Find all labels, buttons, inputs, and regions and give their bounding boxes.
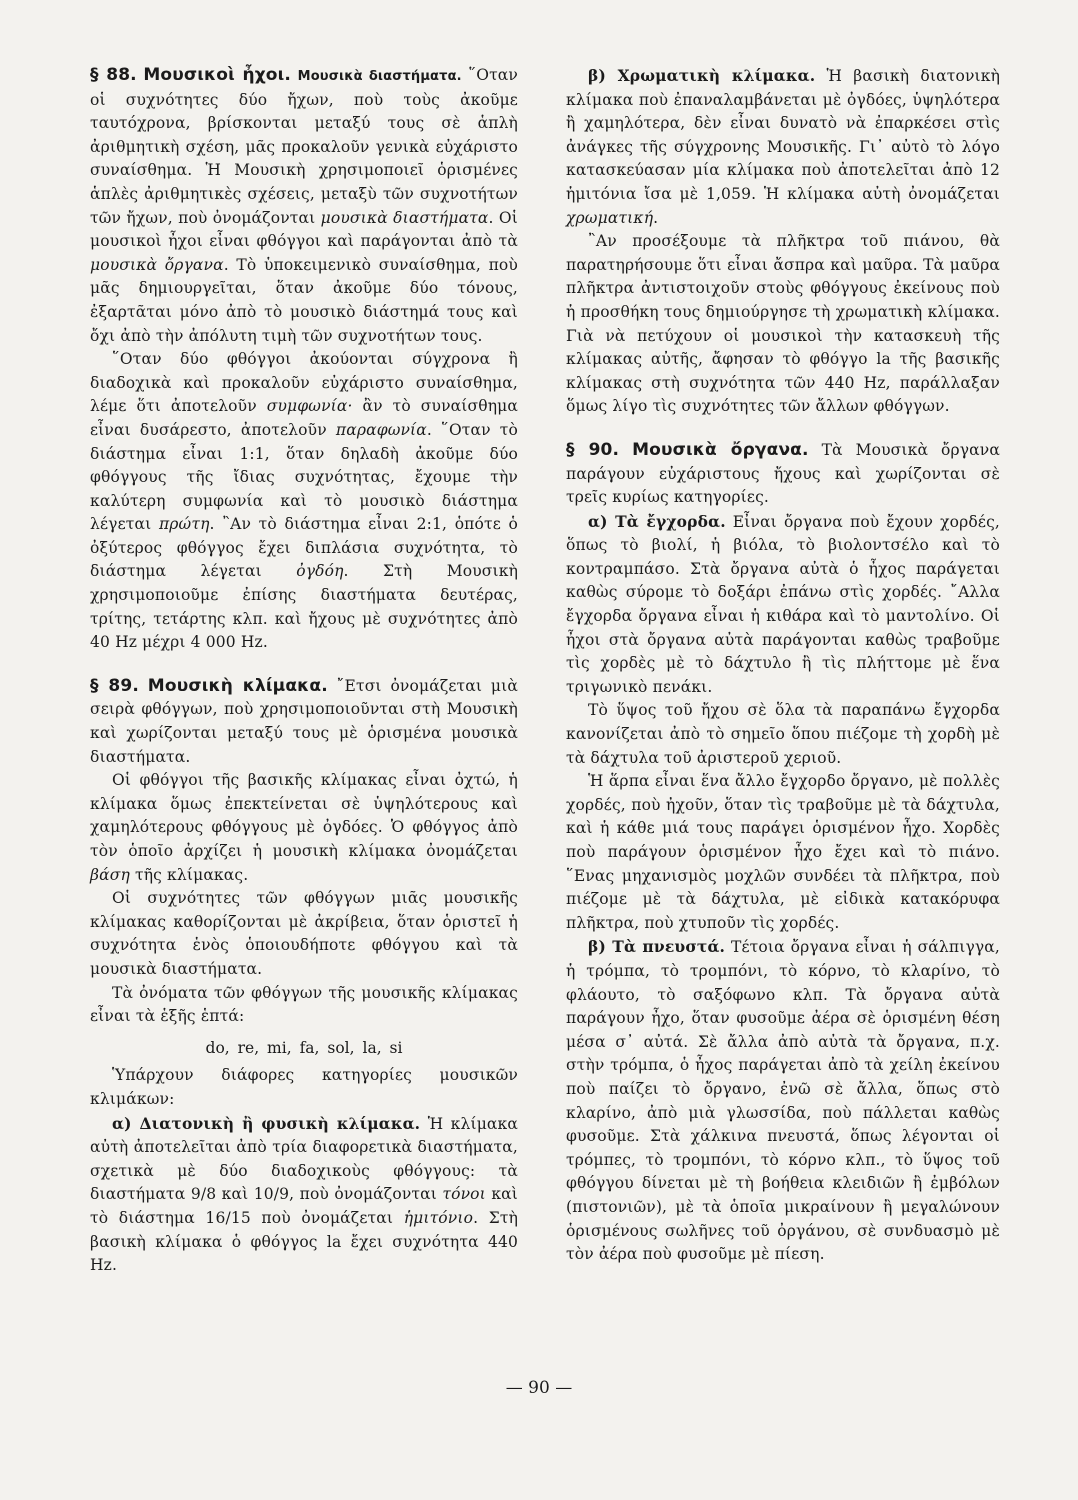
wind-instruments-text: Τέτοια ὄργανα εἶναι ἡ σάλπιγγα, ἡ τρόμπα, τὸ τρομπόνι, τὸ κόρνο, τὸ κλαρίνο, τὸ φλάουτο, τὸ σαξόφωνο κλπ. Τὰ ὄργανα αὐτὰ παράγουν ἦχο, ὅταν φυσοῦμε ἀέρα σὲ ὁρισμένη θέση μέσα σ᾽ αὐτά. Σὲ ἄλλα ἀπὸ αὐτὰ τὰ ὄργανα, π.χ. στὴν τρόμπα, ὁ ἦχος παράγεται ἀπὸ τὰ χείλη ἐκείνου ποὺ παίζει τὸ ὄργανο, ἐνῶ σὲ ἄλλα, ὅπως στὸ κλαρίνο, ἀπὸ μιὰ γλωσσίδα, ποὺ πάλλεται καθὼς φυσοῦμε. Στὰ χάλκινα πνευστά, ὅπως λέγονται οἱ τρόμπες, τὸ τρομπόνι, τὸ κόρνο κλπ., τὸ ὕψος τοῦ φθόγγου δίνεται μὲ τὴ βοήθεια κλειδιῶν ἢ ἐμβόλων (πιστονιῶν), μὲ τὰ ὁποῖα μικραίνουν ἢ μεγαλώνουν ὁρισμένους σωλῆνες τοῦ ὀργάνου, σὲ συνδυασμὸ μὲ τὸν ἀέρα ποὺ φυσοῦμε μὲ πίεση.	[566, 938, 1000, 1264]
section-88-text: ῞Οταν δύο φθόγγοι ἀκούονται σύγχρονα ἢ διαδοχικὰ καὶ προκαλοῦν εὐχάριστο συναίσθημα, λέμε ὅτι ἀποτελοῦν	[90, 350, 518, 416]
term-dissonance: παραφωνία	[335, 420, 427, 439]
section-88-text: ῞Οταν οἱ συχνότητες δύο ἤχων, ποὺ τοὺς ἀκοῦμε ταυτόχρονα, βρίσκονται μεταξύ τους σὲ ἁπλὴ ἀριθμητικὴ σχέση, μᾶς προκαλοῦν γενικὰ εὐχάριστο συναίσθημα. Ἡ Μουσικὴ χρησιμοποιεῖ ὁρισμένες ἁπλὲς ἀριθμητικὲς σχέσεις, μεταξὺ τῶν συχνοτήτων τῶν ἤχων, ποὺ ὀνομάζονται	[90, 66, 518, 227]
wind-instruments-paragraph	[566, 935, 1000, 1266]
section-89-title: Μουσικὴ κλίμακα.	[147, 675, 328, 696]
section-89-paragraph-2	[90, 769, 518, 887]
chromatic-scale-paragraph: β) Χρωματικὴ κλίμακα. Ἡ βασικὴ διατονικὴ κλίμακα ποὺ ἐπαναλαμβάνεται μὲ ὀγδόες, ὑψηλότερα ἢ χαμηλότερα, δὲν εἶναι δυνατὸ νὰ ἐπαρκέσει στὶς ἀνάγκες τῆς σύγχρονης Μουσικῆς. Γι᾽ αὐτὸ τὸ λόγο κατασκεύασαν μία κλίμακα ποὺ ἀποτελεῖται ἀπὸ 12 ἡμιτόνια ἴσα μὲ 1,059. Ἡ κλίμακα αὐτὴ ὀνομάζεται χρωματική.	[566, 66, 1001, 227]
section-88-text: ἂν τὸ συναίσθημα εἶναι δυσάρεστο, ἀποτελοῦν	[90, 397, 518, 439]
wind-instruments-label: β) Τὰ πνευστά.	[588, 937, 726, 957]
section-89	[90, 675, 518, 769]
chromatic-scale-text: Ἡ βασικὴ διατονικὴ κλίμακα ποὺ ἐπαναλαμβάνεται μὲ ὀγδόες, ὑψηλότερα ἢ χαμηλότερα, δὲν εἶναι δυνατὸ νὰ ἐπαρκέσει στὶς ἀνάγκες τῆς σύγχρονης Μουσικῆς. Γι᾽ αὐτὸ τὸ λόγο κατασκεύασαν μία κλίμακα ποὺ ἀποτελεῖται ἀπὸ 12 ἡμιτόνια ἴσα μὲ 1,059. Ἡ κλίμακα αὐτὴ ὀνομάζεται	[566, 67, 1001, 203]
string-instruments-paragraph	[566, 510, 1000, 700]
section-89-text: Οἱ φθόγγοι τῆς βασικῆς κλίμακας εἶναι ὀχτώ, ἡ κλίμακα ὅμως ἐπεκτείνεται σὲ ὑψηλότερους καὶ χαμηλότερους φθόγγους μὲ ὀγδόες. Ὁ φθόγγος ἀπὸ τὸν ὁποῖο ἀρχίζει ἡ μουσικὴ κλίμακα ὀνομάζεται	[90, 771, 518, 860]
section-90-text: Τὰ Μουσικὰ ὄργανα παράγουν εὐχάριστους ἤχους καὶ χωρίζονται σὲ τρεῖς κυρίως κατηγορίες.	[566, 440, 1000, 507]
diatonic-scale-text: . Στὴ βασικὴ κλίμακα ὁ φθόγγος la ἔχει συχνότητα 440 Hz.	[90, 1208, 519, 1275]
diatonic-scale-paragraph	[90, 1112, 518, 1278]
section-88-text: . Τὸ ὑποκειμενικὸ συναίσθημα, ποὺ μᾶς δημιουργεῖται, ὅταν ἀκοῦμε δύο τόνους, ἐξαρτᾶται μόνο ἀπὸ τὸ μουσικὸ διάστημά τους καὶ ὄχι ἀπὸ τὴν ἀπόλυτη τιμὴ τῶν συχνοτήτων τους.	[90, 255, 518, 345]
section-89-text: τῆς κλίμακας.	[134, 865, 249, 884]
section-88-number: § 88.	[90, 65, 137, 85]
section-88-text: . Οἱ μουσικοὶ ἦχοι εἶναι φθόγγοι καὶ παράγονται ἀπὸ τὰ	[90, 208, 518, 251]
section-88-title: Μουσικοὶ ἦχοι.	[143, 65, 292, 85]
page-number: — 90 —	[505, 1378, 573, 1398]
left-column	[90, 64, 518, 1278]
section-90	[566, 439, 1000, 510]
string-instruments-label: α) Τὰ ἔγχορδα.	[588, 511, 726, 531]
section-88-text: . Στὴ Μουσικὴ χρησιμοποιοῦμε ἐπίσης διαστήματα δευτέρας, τρίτης, τετάρτης κλπ. καὶ ἤχους μὲ συχνότητες ἀπὸ 40 Hz μέχρι 4 000 Hz.	[90, 562, 519, 652]
string-instruments-text: Εἶναι ὄργανα ποὺ ἔχουν χορδές, ὅπως τὸ βιολί, ἡ βιόλα, τὸ βιολοντσέλο καὶ τὸ κοντραμπάσο. Στὰ ὄργανα αὐτὰ ὁ ἦχος παράγεται καθὼς σύρομε τὸ δοξάρι ἐπάνω στὶς χορδές. ῎Αλλα ἔγχορδα ὄργανα εἶναι ἡ κιθάρα καὶ τὸ μαντολίνο. Οἱ ἦχοι στὰ ὄργανα αὐτὰ παράγονται καθὼς τραβοῦμε τὶς χορδὲς μὲ τὸ δάχτυλο ἢ τὶς πλήττομε μὲ ἕνα τριγωνικὸ πενάκι.	[566, 512, 1000, 696]
diatonic-scale-text: Ἡ κλίμακα αὐτὴ ἀποτελεῖται ἀπὸ τρία διαφορετικὰ διαστήματα, σχετικὰ μὲ δύο διαδοχικοὺς φθόγγους: τὰ διαστήματα 9/8 καὶ 10/9, ποὺ ὀνομάζονται	[90, 1114, 518, 1204]
piano-keys-paragraph: ῍Αν προσέξουμε τὰ πλῆκτρα τοῦ πιάνου, θὰ παρατηρήσουμε ὅτι εἶναι ἄσπρα καὶ μαῦρα. Τὰ μαῦρα πλῆκτρα ἀντιστοιχοῦν στοὺς φθόγγους ἐκείνους ποὺ ἡ προσθήκη τους δημιούργησε τὴ χρωματικὴ κλίμακα. Γιὰ νὰ πετύχουν οἱ μουσικοὶ τὴν κατασκευὴ τῆς κλίμακας αὐτῆς, ἄφησαν τὸ φθόγγο la τῆς βασικῆς κλίμακας στὴ συχνότητα τῶν 440 Hz, παράλλαξαν ὅμως λίγο τὶς συχνότητες τῶν ἄλλων φθόγγων.	[566, 232, 1000, 416]
chromatic-scale-label: β) Χρωματικὴ κλίμακα.	[588, 66, 816, 85]
section-89-paragraph-5: Ὑπάρχουν διάφορες κατηγορίες μουσικῶν κλιμάκων:	[90, 1066, 518, 1108]
term-octave: ὀγδόη	[296, 562, 344, 581]
section-90-title: Μουσικὰ ὄργανα.	[632, 439, 809, 460]
term-chromatic: χρωματική	[566, 208, 654, 227]
diatonic-scale-text: καὶ τὸ διάστημα 16/15 ποὺ ὀνομάζεται	[90, 1185, 519, 1227]
term-consonance: συμφωνία·	[266, 397, 353, 416]
section-88-text: . ῍Αν τὸ διάστημα εἶναι 2:1, ὁπότε ὁ ὀξύτερος φθόγγος ἔχει διπλάσια συχνότητα, τὸ διάστημα λέγεται	[90, 515, 518, 581]
harp-piano-paragraph: Ἡ ἅρπα εἶναι ἕνα ἄλλο ἔγχορδο ὄργανο, μὲ πολλὲς χορδές, ποὺ ἠχοῦν, ὅταν τὶς τραβοῦμε μὲ τὰ δάχτυλα, καὶ ἡ κάθε μιά τους παράγει ὁρισμένον ἦχο. Χορδὲς ποὺ παράγουν ὁρισμένον ἦχο ἔχει καὶ τὸ πιάνο. ῞Ενας μηχανισμὸς μοχλῶν συνδέει τὰ πλῆκτρα, ποὺ πιέζομε μὲ τὰ δάχτυλα, μὲ εἰδικὰ κατακόρυφα πλῆκτρα, ποὺ χτυποῦν τὶς χορδές.	[566, 772, 1000, 932]
section-89-paragraph-4: Τὰ ὀνόματα τῶν φθόγγων τῆς μουσικῆς κλίμακας εἶναι τὰ ἑξῆς ἑπτά:	[90, 983, 518, 1026]
section-88	[90, 64, 518, 348]
pitch-paragraph: Τὸ ὕψος τοῦ ἤχου σὲ ὅλα τὰ παραπάνω ἔγχορδα κανονίζεται ἀπὸ τὸ σημεῖο ὅπου πιέζομε τὴ χορδὴ μὲ τὰ δάχτυλα τοῦ ἀριστεροῦ χεριοῦ.	[566, 701, 1000, 767]
term-semitone: ἡμιτόνιο	[403, 1208, 474, 1227]
section-89-text: ῎Ετσι ὀνομάζεται μιὰ σειρὰ φθόγγων, ποὺ χρησιμοποιοῦνται στὴ Μουσικὴ καὶ χωρίζονται μεταξύ τους μὲ ὁρισμένα μουσικὰ διαστήματα.	[90, 676, 518, 766]
term-musical-instruments: μουσικὰ ὄργανα	[90, 255, 224, 274]
section-89-number: § 89.	[90, 675, 139, 696]
term-musical-intervals: μουσικὰ διαστήματα	[320, 208, 489, 227]
section-88-subtitle: Μουσικὰ διαστήματα.	[297, 69, 462, 84]
term-base: βάση	[90, 865, 130, 884]
diatonic-scale-label: α) Διατονικὴ ἢ φυσικὴ κλίμακα.	[112, 1113, 421, 1133]
term-unison: πρώτη	[158, 515, 210, 534]
term-tones: τόνοι	[442, 1185, 486, 1204]
right-column	[566, 64, 1000, 1267]
section-90-number: § 90.	[566, 439, 620, 460]
note-names: do, re, mi, fa, sol, la, si	[205, 1038, 403, 1057]
section-88-text: . ῞Οταν τὸ διάστημα εἶναι 1:1, ὅταν δηλαδὴ ἀκοῦμε δύο φθόγγους τῆς ἴδιας συχνότητας, ἔχουμε τὴν καλύτερη συμφωνία καὶ τὸ μουσικὸ διάστημα λέγεται	[90, 420, 519, 534]
section-89-paragraph-3: Οἱ συχνότητες τῶν φθόγγων μιᾶς μουσικῆς κλίμακας καθορίζονται μὲ ἀκρίβεια, ὅταν ὁριστεῖ ἡ συχνότητα ἑνὸς ὁποιουδήποτε φθόγγου καὶ τὰ μουσικὰ διαστήματα.	[90, 889, 518, 978]
section-88-paragraph-2	[90, 348, 518, 655]
